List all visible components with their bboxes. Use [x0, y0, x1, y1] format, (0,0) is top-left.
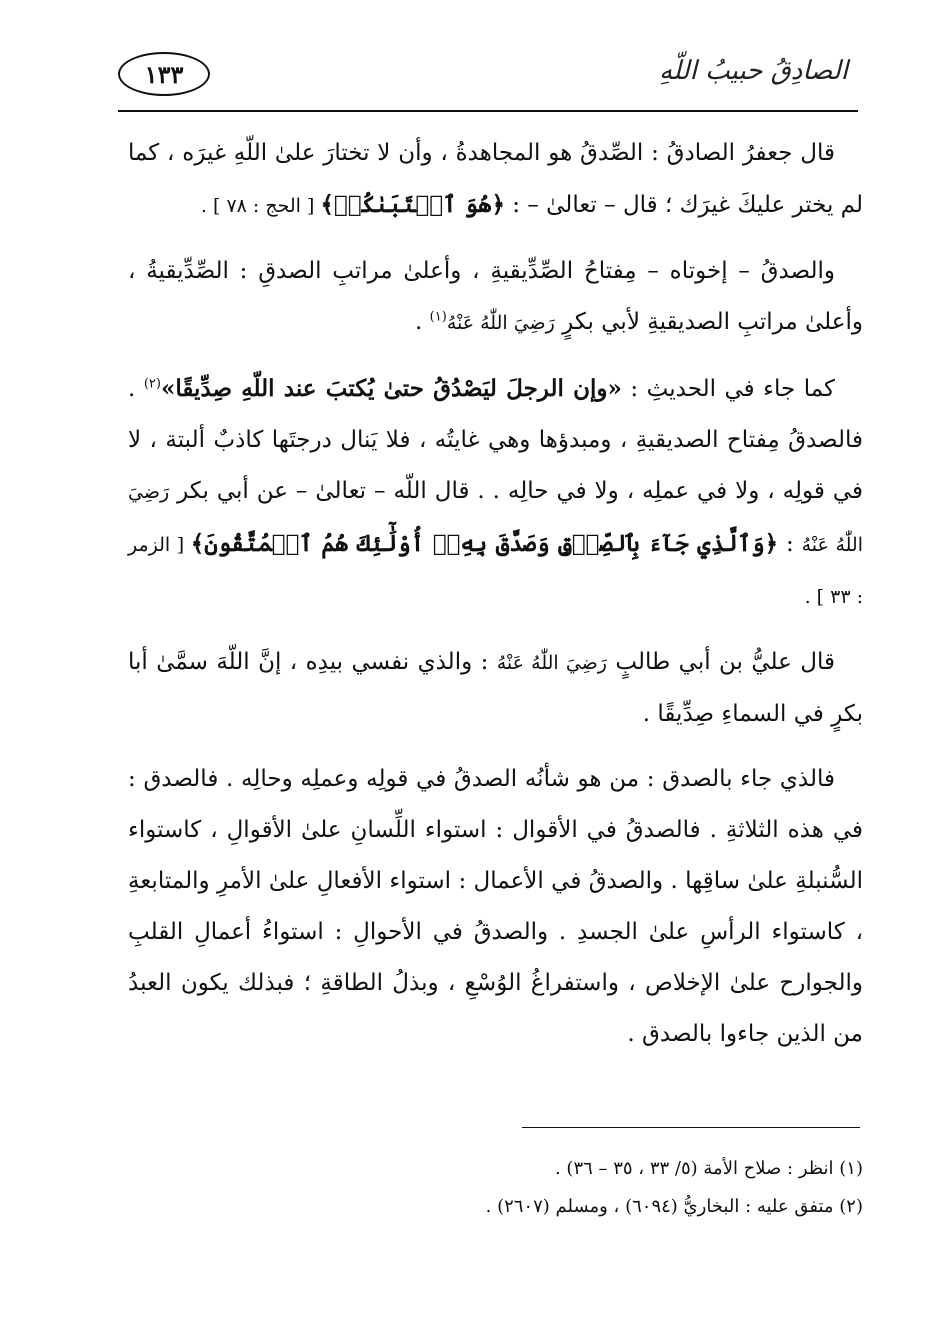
hadith-quote: «وإن الرجلَ ليَصْدُقُ حتىٰ يُكتبَ عند اللّهِ صِدِّيقًا» — [160, 375, 622, 402]
honorific: رَضِيَ اللّٰهُ عَنْهُ — [496, 652, 607, 674]
paragraph-text: كما جاء في الحديثِ : — [621, 376, 835, 402]
footnote-1: (١) انظر : صلاح الأمة (٥/ ٣٣ ، ٣٥ – ٣٦) . — [554, 1158, 863, 1179]
page-header — [118, 52, 848, 112]
footnote-marker[interactable]: (١) — [429, 309, 447, 325]
paragraph-text: قال جعفرُ الصادقُ : الصِّدقُ هو المجاهدةُ ، وأن لا تختارَ علىٰ اللّهِ غيرَه ، كما لم يختر عليكَ غيرَك ؛ قال – تعالىٰ – : — [128, 140, 863, 218]
quran-verse: ﴿هُوَ ٱجۡتَبَىٰكُمۡ﴾ — [320, 191, 505, 218]
paragraph-text: فالذي جاء بالصدق : من هو شأنُه الصدقُ في قولِه وعملِه وحالِه . فالصدق : في هذه الثلاثةِ . فالصدقُ في الأقوال : استواء اللِّسانِ علىٰ الأقوالِ ، كاستواء السُّنبلةِ علىٰ ساقِها . والصدقُ في الأعمال : استواء الأفعالِ علىٰ الأمرِ والمتابعةِ ، كاستواء الرأسِ علىٰ الجسدِ . والصدقُ في الأحوالِ : استواءُ أعمالِ القلبِ والجوارح علىٰ الإخلاص ، واستفراغُ الوُسْعِ ، وبذلُ الطاقةِ ؛ فبذلك يكون العبدُ من الذين جاءوا بالصدق . — [128, 766, 863, 1047]
honorific: رَضِيَ اللّٰهُ عَنْهُ — [128, 481, 864, 556]
verse-reference: [ الزمر : ٣٣ ] . — [128, 534, 863, 608]
verse-reference: [ الحج : ٧٨ ] . — [200, 195, 321, 217]
footnote-2: (٢) متفق عليه : البخاريُّ (٦٠٩٤) ، ومسلم (٢٦٠٧) . — [485, 1196, 863, 1217]
paragraph-text: . فالصدقُ مِفتاح الصديقيةِ ، ومبدؤها وهي غايتُه ، فلا يَنال درجتَها كاذبٌ ألبتة ، لا في قولِه ، ولا في عملِه ، ولا في حالِه . . قال اللّه – تعالىٰ – عن أبي بكر — [128, 376, 863, 504]
body-text — [128, 128, 863, 1074]
paragraph-text: : والذي نفسي بيدِه ، إنَّ اللّهَ سمَّىٰ أبا بكرٍ في السماءِ صِدِّيقًا . — [128, 649, 863, 727]
paragraph-text: . — [415, 309, 430, 335]
footnote-rule — [522, 1127, 860, 1128]
paragraph-3 — [128, 363, 863, 623]
paragraph-text: والصدقُ – إخوتاه – مِفتاحُ الصِّدِّيقيةِ ، وأعلىٰ مراتبِ الصدقِ : الصِّدِّيقيةُ ، وأعلىٰ مراتبِ الصديقيةِ لأبي بكرٍ — [128, 258, 863, 335]
footnotes — [128, 1150, 863, 1226]
page-number: ١٣٣ — [118, 52, 210, 96]
paragraph-5 — [128, 754, 863, 1060]
paragraph-2 — [128, 246, 863, 349]
paragraph-text: قال عليُّ بن أبي طالبٍ — [606, 649, 835, 675]
honorific: رَضِيَ اللّٰهُ عَنْهُ — [446, 312, 555, 334]
header-rule — [118, 110, 858, 112]
running-title: الصادِقُ حبيبُ اللّهِ — [659, 56, 848, 86]
paragraph-text: : — [778, 531, 802, 557]
paragraph-4 — [128, 637, 863, 740]
paragraph-1 — [128, 128, 863, 232]
footnote-marker[interactable]: (٢) — [143, 376, 161, 392]
quran-verse: ﴿وَٱلَّذِي جَآءَ بِٱلصِّدۡقِ وَصَدَّقَ بِهِۦٓ أُوْلَٰٓئِكَ هُمُ ٱلۡمُتَّقُونَ﴾ — [190, 530, 779, 557]
